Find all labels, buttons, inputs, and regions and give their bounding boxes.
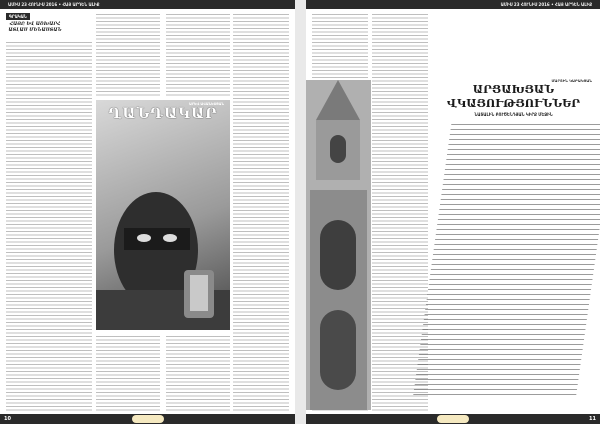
section-rubric: ԳՐԱԿԱՆ (6, 13, 30, 20)
article-title-line1: ԱՐՑԱԽՅԱՆ (472, 83, 555, 96)
article-title-line2: ՎԿԱՅՈՒԹՅՈՒՆՆԵՐ (446, 97, 581, 110)
right-header-bar (306, 0, 600, 9)
newspaper-logo-right (437, 415, 469, 423)
text-column-2d (166, 336, 230, 411)
hero-illustration (96, 100, 230, 330)
text-column-2a (96, 14, 160, 98)
left-footer-bar (0, 414, 295, 424)
hero-byline: ԱՐԵՎ ԱՎԱՆԵՍՅԱՆ (188, 102, 224, 106)
text-column-2c (96, 336, 160, 411)
middle-column-bottom (96, 336, 230, 411)
article-author: ՄԱՐՏԻՆ ԿԱԲԱԿՅԱՆ (551, 78, 592, 83)
right-footer-bar (306, 414, 600, 424)
text-column-3 (233, 14, 289, 411)
church-illustration (306, 80, 371, 410)
newspaper-logo (132, 415, 164, 423)
right-page (306, 0, 600, 424)
text-column-2b (166, 14, 230, 98)
center-gutter (295, 0, 306, 424)
text-column-1 (6, 42, 92, 411)
right-column (233, 14, 289, 411)
left-header-date: ԱՄԻՍ 23 ՀՈՒՆԻՍ 2016 • ՀԱՅ ԱՐԴԵՆ ԱԼԻՔ (8, 2, 100, 7)
small-headline: ՀԱՅԸ ԵՎ ԱՇԽԱՐՀ ԱՏԼԱՍ ՄԵՆԱՍՏԱՆ (8, 22, 62, 33)
article-subtitle: ՆԱՏԱԼԻՆ ԲՈՒԾԵՆԴՅԱՆ ԿԻՐՔ ՄԵՋԻՆ (474, 112, 553, 117)
veiled-woman-illustration (96, 100, 230, 330)
left-page (0, 0, 295, 424)
hero-chant-title: ՂԱՆԴԱԿԱՐ (108, 106, 218, 122)
left-column (6, 14, 92, 411)
right-page-number: 11 (589, 416, 596, 422)
right-header-date: ԱՄԻՍ 23 ՀՈՒՆԻՍ 2016 • ՀԱՅ ԱՐԴԵՆ ԱԼԻՔ (500, 2, 592, 7)
left-page-number: 10 (4, 416, 11, 422)
italic-article-body (413, 124, 600, 399)
left-header-bar (0, 0, 295, 9)
